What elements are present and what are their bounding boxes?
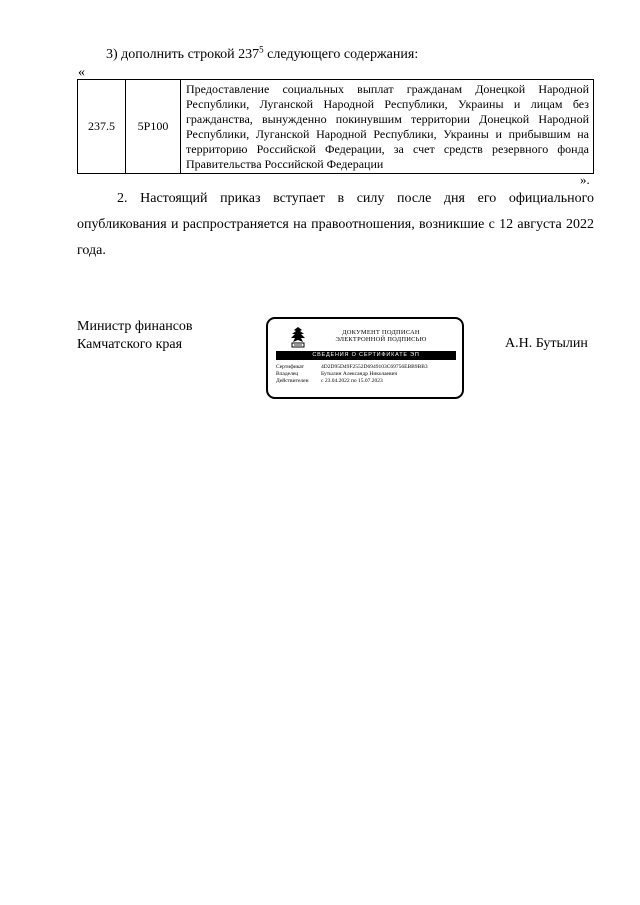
item-3-suffix: следующего содержания: (263, 47, 419, 62)
stamp-row-value: с 23.04.2022 по 15.07.2023 (321, 378, 383, 384)
stamp-certificate-bar: СВЕДЕНИЯ О СЕРТИФИКАТЕ ЭП (276, 351, 456, 360)
electronic-signature-stamp (266, 317, 464, 399)
stamp-row-key: Сертификат (276, 364, 304, 370)
stamp-row-value: 4D2D95D49F2552D6949103C69756EBB9BB3 (321, 364, 428, 370)
stamp-row-owner (276, 371, 428, 378)
stamp-row-validity (276, 378, 428, 385)
opening-quote: « (78, 65, 85, 80)
signer-line-1: Министр финансов (77, 319, 193, 334)
closing-quote: ». (580, 172, 590, 187)
stamp-row-key: Действителен (276, 378, 309, 384)
item-3-superscript: 5 (259, 44, 264, 55)
paragraph-2: 2. Настоящий приказ вступает в силу после дня его официального опубликования и распространяется на правоотношения, возникшие с 12 августа 2022 года. (77, 191, 594, 258)
signer-name: А.Н. Бутылин (505, 336, 588, 351)
item-3-text (106, 46, 418, 64)
stamp-heading-line-2: ЭЛЕКТРОННОЙ ПОДПИСЬЮ (335, 336, 427, 343)
stamp-heading-line-1: ДОКУМЕНТ ПОДПИСАН (342, 329, 420, 336)
stamp-heading (316, 329, 446, 343)
table-row (78, 80, 594, 174)
stamp-row-key: Владелец (276, 371, 299, 377)
row-description-cell: Предоставление социальных выплат гражданам Донецкой Народной Республики, Луганской Народной Республики, Украины и лицам без гражданства, вынужденно покинувшим территории Донецкой Народной Республики, Луганской Народной Республики, Украины и прибывшим на территорию Российской Федерации, за счет средств резервного фонда Правительства Российской Федерации (181, 80, 594, 174)
stamp-row-certificate (276, 364, 428, 371)
amendment-table (77, 79, 594, 174)
signer-line-2: Камчатского края (77, 337, 183, 352)
stamp-row-value: Бутылин Александр Николаевич (321, 371, 398, 377)
item-3-prefix: 3) дополнить строкой 237 (106, 47, 260, 62)
stamp-details (276, 364, 428, 385)
row-code-cell: 237.5 (78, 80, 126, 174)
row-kcsr-cell: 5Р100 (126, 80, 181, 174)
signer-position (77, 318, 193, 354)
coat-of-arms-icon (288, 326, 308, 348)
